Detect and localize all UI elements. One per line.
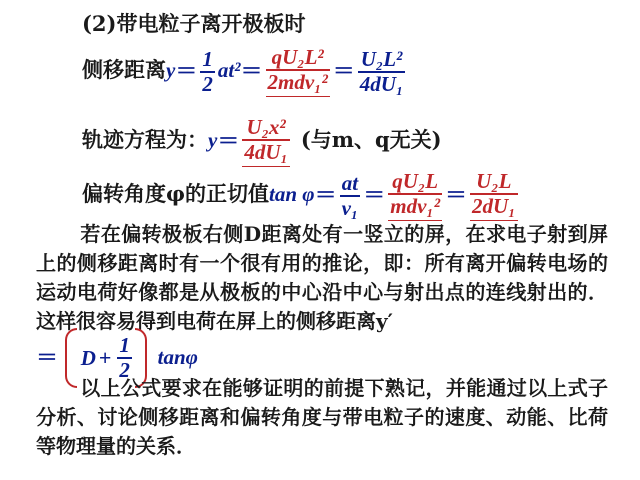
tan-f3-num: U₂L [476, 169, 512, 193]
tangent-label: 偏转角度φ的正切值 [82, 181, 269, 206]
fraction-qU2L [388, 170, 442, 221]
inference-text: 若在偏转极板右侧D距离处有一竖立的屏，在求电子射到屏上的侧移距离时有一个很有用的推论，即：所有离开偏转电场的运动电荷好像都是从极板的中心沿中心与射出点的连线射出的．这样很容易得到电荷在屏上的侧移距离y′ [36, 222, 608, 333]
half-den-2: 2 [119, 358, 130, 382]
summary-text: 以上公式要求在能够证明的前提下熟记，并能通过以上式子分析、讨论侧移距离和偏转角度与带电粒子的速度、动能、比荷等物理量的关系． [36, 376, 608, 458]
var-y: y [166, 58, 176, 82]
traj-num: U₂x² [246, 115, 286, 139]
equals-sign-2: ＝ [240, 58, 263, 84]
f1-den: 2mdv₁² [267, 70, 328, 94]
section-heading: (2)带电粒子离开极板时 [82, 11, 306, 36]
summary-paragraph [36, 374, 608, 461]
equals-sign: ＝ [175, 58, 198, 84]
f2-num: U₂L² [360, 46, 403, 71]
trajectory-label: 轨迹方程为： [82, 127, 208, 152]
tan-phi: tan φ [269, 182, 315, 206]
tan-f2-den: mdv₁² [390, 194, 441, 218]
tan-f2-num: qU₂L [392, 169, 439, 193]
fraction-U2L2 [358, 48, 406, 96]
fraction-half [200, 48, 215, 96]
tangent-formula [82, 170, 521, 221]
half-num: 1 [202, 46, 213, 71]
fraction-qU2L2 [266, 46, 330, 97]
equals-sign-5: ＝ [314, 182, 337, 208]
independence-note: (与m、q无关) [300, 127, 442, 152]
half-den: 2 [202, 71, 213, 96]
displacement-label: 侧移距离 [82, 57, 166, 82]
half-num-2: 1 [119, 333, 130, 357]
tan-phi-2: tanφ [157, 344, 198, 369]
f1-num: qU₂L² [271, 45, 324, 69]
tan-f3-den: 2dU₁ [472, 194, 516, 218]
plus-sign: + [98, 345, 112, 370]
equals-sign-4: ＝ [217, 128, 240, 154]
displacement-formula [82, 46, 408, 97]
fraction-at-v1 [340, 172, 361, 220]
tan-f1-den: v₁ [341, 195, 359, 220]
var-y-2: y [208, 128, 218, 152]
inference-paragraph [36, 220, 608, 336]
var-D: D [80, 346, 96, 370]
tan-f1-num: at [341, 170, 359, 195]
equals-sign-6: ＝ [363, 182, 386, 208]
traj-den: 4dU₁ [244, 140, 288, 164]
fraction-U2x2 [242, 116, 290, 167]
f2-den: 4dU₁ [359, 71, 404, 96]
equals-sign-8: ＝ [36, 345, 59, 370]
trajectory-formula [82, 116, 442, 167]
fraction-U2L [470, 170, 518, 221]
equals-sign-7: ＝ [445, 182, 468, 208]
equals-sign-3: ＝ [332, 58, 355, 84]
at-squared: at² [217, 58, 241, 82]
